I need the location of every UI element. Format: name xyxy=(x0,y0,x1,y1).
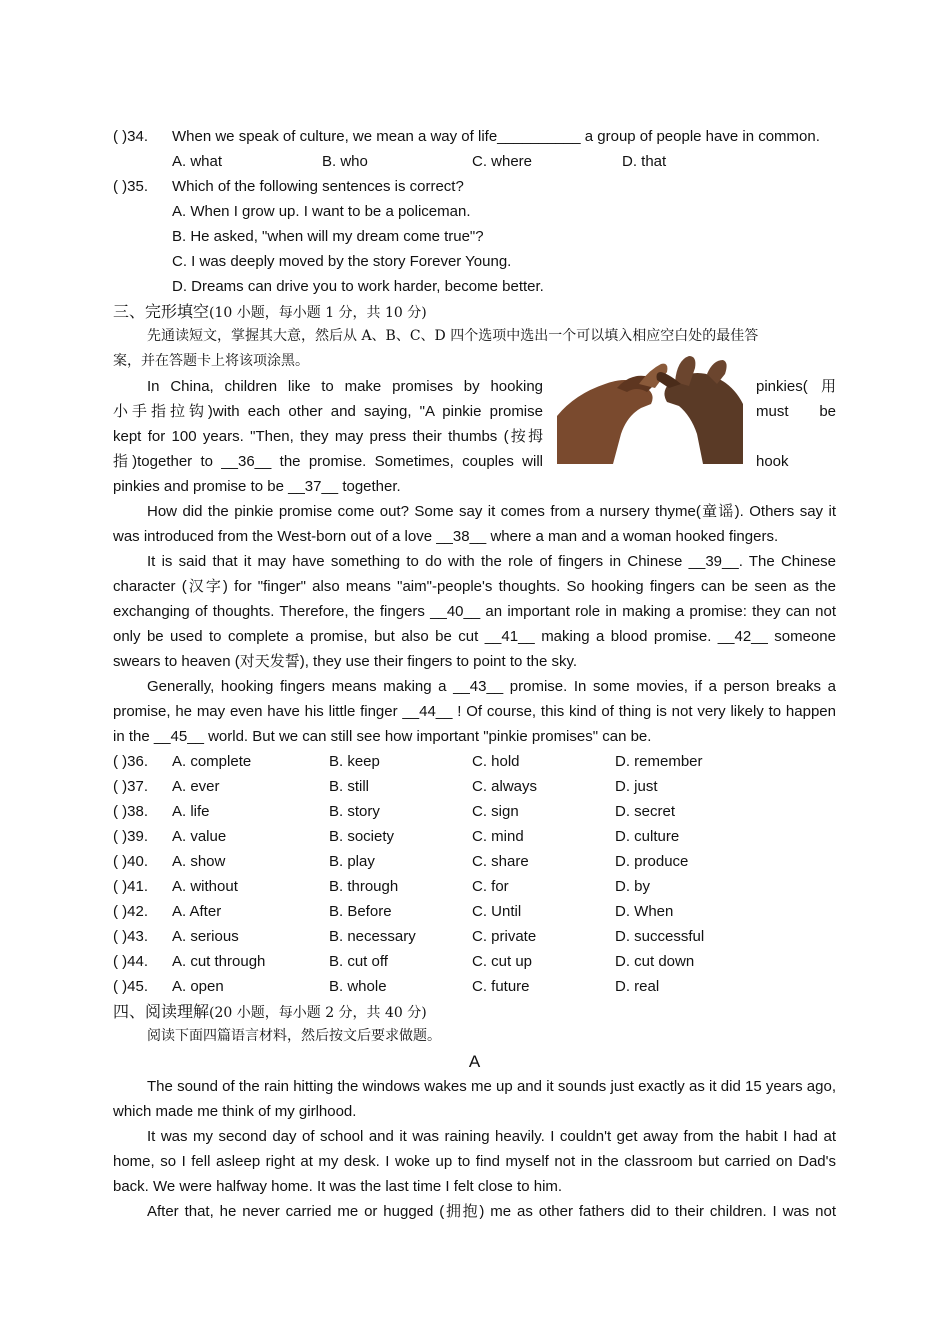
question-number[interactable]: ( )45. xyxy=(113,978,149,995)
option-a[interactable]: A. After xyxy=(172,903,222,920)
option-c[interactable]: C. where xyxy=(472,153,533,170)
question-35 xyxy=(113,174,836,199)
option-d[interactable]: D. When xyxy=(615,903,674,920)
option-c[interactable]: C. cut up xyxy=(472,953,533,970)
question-number[interactable]: ( )39. xyxy=(113,828,149,845)
passage-line: must be xyxy=(756,403,836,420)
section-note: (20 小题，每小题 2 分，共 40 分) xyxy=(209,1005,427,1021)
passage-right-column xyxy=(756,374,836,474)
option-d[interactable]: D. Dreams can drive you to work harder, become better. xyxy=(172,278,544,295)
pinkie-promise-image xyxy=(557,354,743,464)
option-a[interactable]: A. open xyxy=(172,978,224,995)
question-number[interactable]: ( )34. xyxy=(113,128,149,145)
question-number[interactable]: ( )35. xyxy=(113,178,149,195)
cloze-question-row xyxy=(113,974,836,999)
instruction: 阅读下面四篇语言材料，然后按文后要求做题。 xyxy=(147,1028,441,1044)
instruction-line-1 xyxy=(113,324,836,349)
question-34-options xyxy=(113,149,836,174)
passage-paragraph-3: It is said that it may have something to do with the role of fingers in Chinese __39__. The Chinese character (汉字) for "finger" also means "aim"-people's thoughts. So hooking fingers can be seen as the exchanging of thoughts. Therefore, the fingers __40__ an important role in making a promise: they can not only be used to complete a promise, but also be cut __41__ making a blood promise. __42__ someone swears to heaven (对天发誓), they use their fingers to point to the sky. xyxy=(113,553,836,670)
reading-paragraph-1: The sound of the rain hitting the windows wakes me up and it sounds just exactly as it did 15 years ago, which made me think of my girlhood. xyxy=(113,1078,836,1120)
passage-line: kept for 100 years. "Then, they may press their thumbs (按拇 xyxy=(113,428,543,445)
question-number[interactable]: ( )44. xyxy=(113,953,149,970)
option-c-line xyxy=(113,249,836,274)
option-b[interactable]: B. story xyxy=(329,803,380,820)
section-title: 四、阅读理解 xyxy=(113,1002,210,1021)
question-number[interactable]: ( )41. xyxy=(113,878,149,895)
option-b[interactable]: B. whole xyxy=(329,978,387,995)
exam-page xyxy=(113,124,836,1224)
option-d[interactable]: D. that xyxy=(622,153,667,170)
section-3-heading xyxy=(113,299,836,324)
question-34 xyxy=(113,124,836,149)
option-a[interactable]: A. ever xyxy=(172,778,220,795)
passage-line: In China, children like to make promises by hooking xyxy=(147,378,543,395)
section-title: 三、完形填空 xyxy=(113,302,210,321)
option-b[interactable]: B. society xyxy=(329,828,395,845)
option-d[interactable]: D. cut down xyxy=(615,953,695,970)
cloze-question-row xyxy=(113,824,836,849)
option-a[interactable]: A. without xyxy=(172,878,238,895)
option-c[interactable]: C. sign xyxy=(472,803,519,820)
question-number[interactable]: ( )42. xyxy=(113,903,149,920)
option-d[interactable]: D. by xyxy=(615,878,651,895)
instruction: 先通读短文，掌握其大意，然后从 A、B、C、D 四个选项中选出一个可以填入相应空白处的最佳答 xyxy=(147,328,759,344)
option-d[interactable]: D. culture xyxy=(615,828,680,845)
cloze-question-row xyxy=(113,774,836,799)
passage-line: 指)together to __36__ the promise. Sometimes, couples will xyxy=(113,453,543,470)
option-b[interactable]: B. Before xyxy=(329,903,392,920)
option-a-line xyxy=(113,199,836,224)
reading-paragraph-2: It was my second day of school and it was raining heavily. I couldn't get away from the habit I had at home, so I fell asleep right at my desk. I woke up to find myself not in the classroom but carried on Dad's back. We were halfway home. It was the last time I felt close to him. xyxy=(113,1128,836,1195)
passage-line: 小手指拉钩)with each other and saying, "A pinkie promise xyxy=(113,403,543,420)
option-c[interactable]: C. private xyxy=(472,928,537,945)
cloze-question-row xyxy=(113,949,836,974)
question-text: When we speak of culture, we mean a way of life__________ a group of people have in common. xyxy=(172,128,820,145)
cloze-question-row xyxy=(113,849,836,874)
passage-label: A xyxy=(468,1052,481,1071)
option-d[interactable]: D. remember xyxy=(615,753,703,770)
option-b[interactable]: B. who xyxy=(322,153,368,170)
question-number[interactable]: ( )38. xyxy=(113,803,149,820)
option-a[interactable]: A. value xyxy=(172,828,227,845)
option-b[interactable]: B. cut off xyxy=(329,953,388,970)
option-c[interactable]: C. share xyxy=(472,853,529,870)
option-c[interactable]: C. Until xyxy=(472,903,522,920)
cloze-question-row xyxy=(113,924,836,949)
option-c[interactable]: C. always xyxy=(472,778,538,795)
option-d[interactable]: D. real xyxy=(615,978,660,995)
option-a[interactable]: A. show xyxy=(172,853,226,870)
option-c[interactable]: C. hold xyxy=(472,753,520,770)
option-b-line xyxy=(113,224,836,249)
option-d[interactable]: D. secret xyxy=(615,803,676,820)
option-c[interactable]: C. mind xyxy=(472,828,524,845)
passage-paragraph-2: How did the pinkie promise come out? Some say it comes from a nursery thyme(童谣). Others say it was introduced from the West-born out of a love __38__ where a man and a woman hooked fingers. xyxy=(113,503,836,545)
passage-line: pinkies( 用 xyxy=(756,378,836,395)
passage-line xyxy=(756,424,836,449)
cloze-question-row xyxy=(113,799,836,824)
option-b[interactable]: B. necessary xyxy=(329,928,416,945)
option-c[interactable]: C. I was deeply moved by the story Forever Young. xyxy=(172,253,512,270)
option-c[interactable]: C. future xyxy=(472,978,530,995)
passage-line: hook xyxy=(756,453,789,470)
cloze-questions xyxy=(113,749,836,999)
question-number[interactable]: ( )36. xyxy=(113,753,149,770)
question-text: Which of the following sentences is correct? xyxy=(172,178,464,195)
option-a[interactable]: A. serious xyxy=(172,928,239,945)
cloze-question-row xyxy=(113,874,836,899)
option-b[interactable]: B. He asked, "when will my dream come true"? xyxy=(172,228,484,245)
option-b[interactable]: B. through xyxy=(329,878,399,895)
option-b[interactable]: B. still xyxy=(329,778,370,795)
option-a[interactable]: A. When I grow up. I want to be a policeman. xyxy=(172,203,471,220)
option-d-line xyxy=(113,274,836,299)
passage-line: pinkies and promise to be __37__ together. xyxy=(113,478,401,495)
option-b[interactable]: B. play xyxy=(329,853,375,870)
section-note: (10 小题，每小题 1 分，共 10 分) xyxy=(209,305,427,321)
cloze-question-row xyxy=(113,899,836,924)
question-number[interactable]: ( )40. xyxy=(113,853,149,870)
option-a[interactable]: A. life xyxy=(172,803,210,820)
passage-paragraph-4: Generally, hooking fingers means making a __43__ promise. In some movies, if a person breaks a promise, he may even have his little finger __44__ ! Of course, this kind of thing is not very likely to happen in the __45__ world. But we can still see how important "pinkie promises" can be. xyxy=(113,678,836,745)
question-number[interactable]: ( )37. xyxy=(113,778,149,795)
instruction-line xyxy=(113,1024,836,1049)
question-number[interactable]: ( )43. xyxy=(113,928,149,945)
reading-paragraph-3: After that, he never carried me or hugged (拥抱) me as other fathers did to their children. I was not xyxy=(147,1203,836,1220)
option-a[interactable]: A. what xyxy=(172,153,223,170)
option-b[interactable]: B. keep xyxy=(329,753,380,770)
option-d[interactable]: D. just xyxy=(615,778,658,795)
option-a[interactable]: A. complete xyxy=(172,753,252,770)
instruction: 案，并在答题卡上将该项涂黑。 xyxy=(113,353,309,369)
section-4-heading xyxy=(113,999,836,1024)
cloze-passage-with-figure xyxy=(113,374,836,474)
option-d[interactable]: D. successful xyxy=(615,928,705,945)
option-a[interactable]: A. cut through xyxy=(172,953,266,970)
cloze-question-row xyxy=(113,749,836,774)
option-d[interactable]: D. produce xyxy=(615,853,689,870)
passage-left-column xyxy=(113,374,543,474)
option-c[interactable]: C. for xyxy=(472,878,509,895)
